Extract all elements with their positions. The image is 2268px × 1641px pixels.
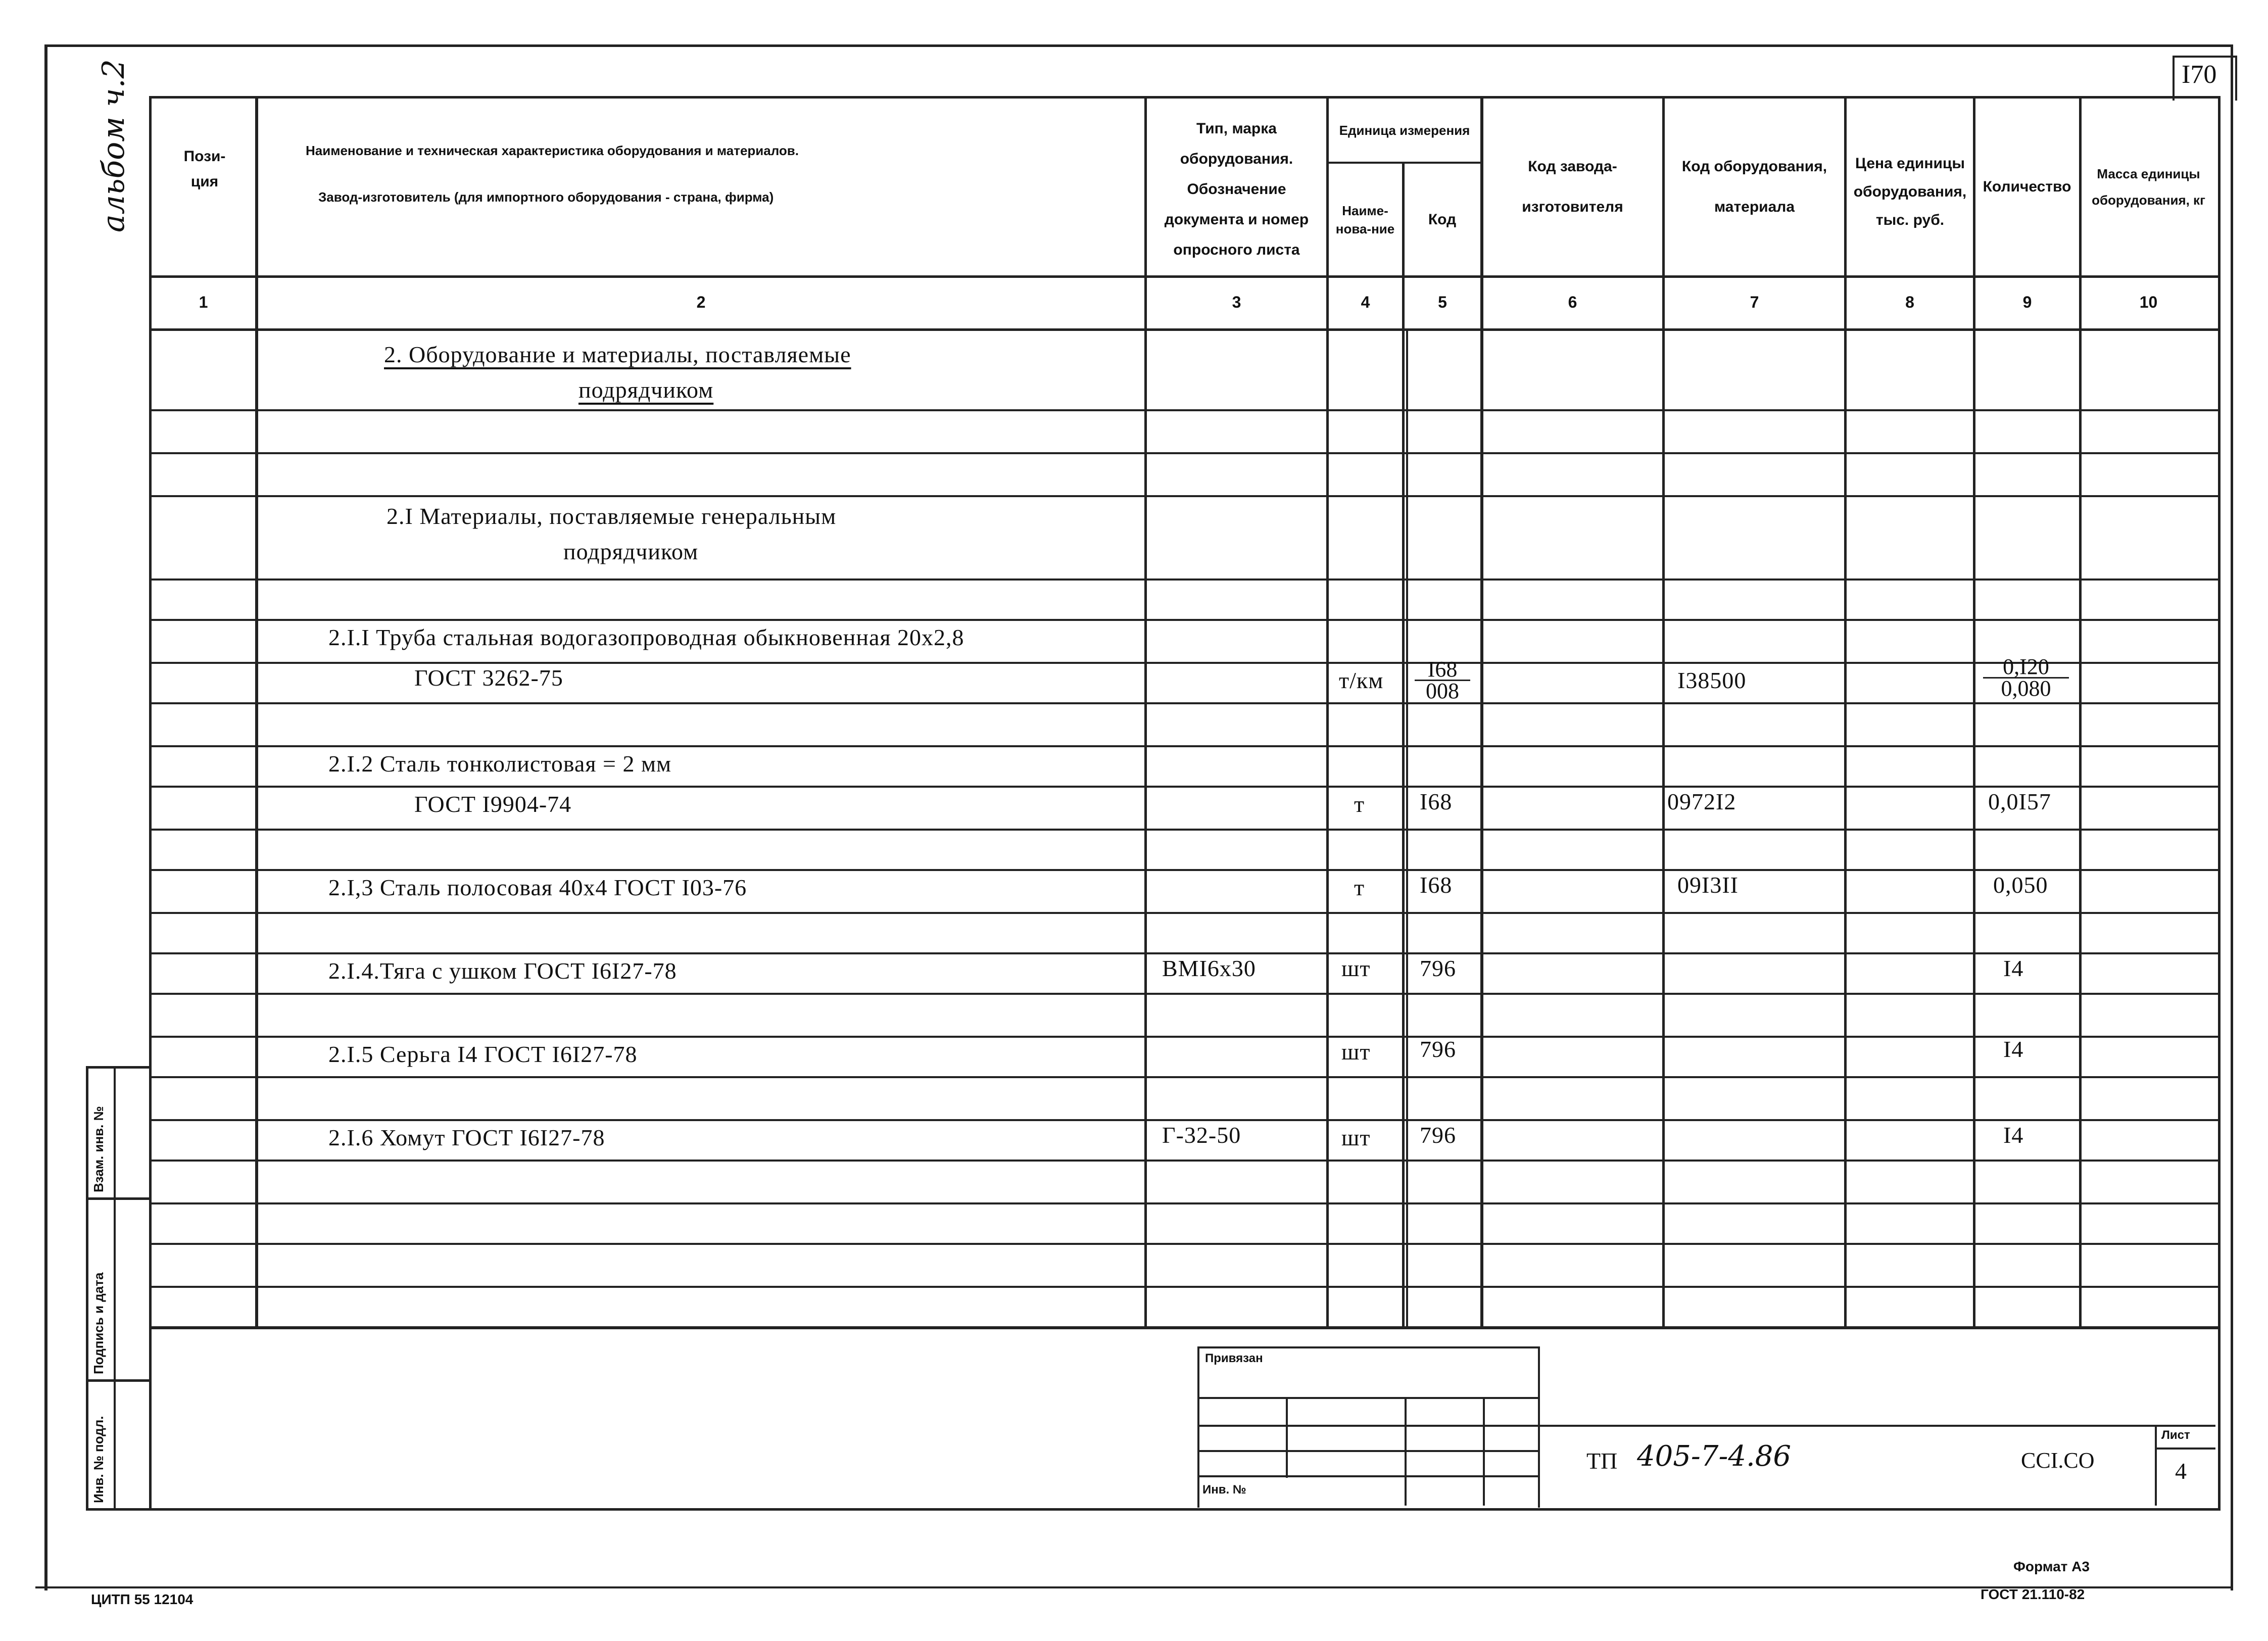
col-line-6 (1662, 96, 1665, 1329)
side-stamp-line (86, 1379, 149, 1382)
table-bottom-line (149, 1326, 2218, 1329)
row-line (149, 452, 2218, 454)
side-stamp-divider (114, 1066, 116, 1508)
side-label-signature: Подпись и дата (91, 1272, 106, 1374)
col-line-1 (255, 96, 258, 1329)
outer-left-line (44, 44, 47, 1590)
outer-bottom-line (35, 1586, 2233, 1588)
tied-stamp-vline (1286, 1397, 1288, 1478)
colnum-1: 1 (199, 293, 208, 311)
item-1-material-code: I38500 (1677, 667, 1747, 693)
title-block-line (1536, 1425, 2215, 1427)
item-6-unit: шт (1341, 1125, 1371, 1150)
row-line (149, 1160, 2218, 1162)
row-line (149, 829, 2218, 831)
row-line (149, 993, 2218, 995)
tied-stamp-vline (1405, 1397, 1407, 1506)
colnum-7: 7 (1750, 293, 1759, 311)
tied-stamp-label: Привязан (1205, 1352, 1263, 1365)
row-line (149, 869, 2218, 871)
row-line (149, 1286, 2218, 1288)
item-4-qty: I4 (2003, 955, 2024, 981)
item-1-qty (1983, 654, 2069, 701)
outer-top-line (45, 44, 2233, 47)
footer-gost: ГОСТ 21.110-82 (1981, 1586, 2085, 1602)
item-2-code: I68 (1420, 789, 1453, 814)
col-line-8 (1973, 96, 1975, 1329)
col-line-3 (1326, 96, 1329, 1329)
tied-stamp-line (1197, 1397, 1538, 1399)
header-position: Пози- ция (183, 148, 226, 190)
section-2-title-line2: подрядчиком (578, 377, 714, 403)
item-3-material-code: 09I3II (1677, 872, 1739, 898)
tied-stamp-line (1197, 1475, 1538, 1477)
colnum-4: 4 (1361, 293, 1370, 311)
row-line (149, 1076, 2218, 1078)
item-2-standard: ГОСТ I9904-74 (414, 791, 572, 817)
side-label-inventory: Инв. № подл. (91, 1416, 106, 1503)
col-line-9 (2079, 96, 2082, 1329)
header-type: Тип, марка оборудования. Обозначение документа и номер опросного листа (1164, 120, 1309, 258)
row-line (149, 1202, 2218, 1204)
unit-split-line (1326, 162, 1480, 164)
colnum-line (149, 328, 2218, 331)
row-line (149, 619, 2218, 621)
item-1-standard: ГОСТ 3262-75 (414, 665, 563, 691)
side-label-replaced: Взам. инв. № (91, 1106, 106, 1192)
outer-right-line (2231, 44, 2233, 1590)
colnum-3: 3 (1232, 293, 1241, 311)
item-1-code (1415, 659, 1470, 701)
item-2-unit: т (1354, 791, 1365, 817)
item-4-type: ВМI6х30 (1162, 955, 1256, 981)
colnum-6: 6 (1568, 293, 1577, 311)
item-1-qty-bottom: 0,080 (2001, 676, 2051, 701)
item-4-unit: шт (1341, 955, 1371, 981)
sheet-number: 4 (2175, 1458, 2187, 1484)
row-line (149, 702, 2218, 704)
col-line-5 (1480, 96, 1483, 1329)
row-line (149, 1243, 2218, 1245)
item-4-name: 2.I.4.Тяга с ушком ГОСТ I6I27-78 (328, 958, 677, 984)
row-line (149, 745, 2218, 747)
tied-stamp-vline (1483, 1397, 1485, 1506)
item-3-qty: 0,050 (1993, 872, 2048, 898)
item-1-code-top: I68 (1415, 659, 1470, 681)
row-line (149, 1036, 2218, 1038)
row-line (149, 662, 2218, 664)
tied-stamp (1197, 1346, 1540, 1508)
row-line (149, 912, 2218, 914)
header-material-code: Код оборудования, материала (1681, 158, 1827, 215)
header-name-line2: Завод-изготовитель (для импортного оборудования - страна, фирма) (318, 189, 774, 205)
col-line-2 (1144, 96, 1147, 1329)
colnum-8: 8 (1905, 293, 1914, 311)
row-line (149, 409, 2218, 411)
section-21-title: 2.I Материалы, поставляемые генеральным (387, 503, 837, 529)
sheet-label: Лист (2161, 1428, 2190, 1442)
item-6-type: Г-32-50 (1162, 1122, 1241, 1148)
page-number: I70 (2182, 60, 2217, 89)
tied-stamp-inv: Инв. № (1202, 1483, 1246, 1497)
header-unit-name: Наиме-нова-ние (1335, 203, 1395, 236)
row-line (149, 952, 2218, 954)
item-6-code: 796 (1420, 1122, 1456, 1148)
row-line (149, 495, 2218, 497)
row-line (149, 578, 2218, 581)
item-5-qty: I4 (2003, 1036, 2024, 1062)
header-unit-code: Код (1428, 211, 1457, 228)
footer-left: ЦИТП 55 12104 (91, 1591, 194, 1607)
tied-stamp-line (1197, 1450, 1538, 1452)
item-2-qty: 0,0I57 (1988, 789, 2051, 814)
item-3-name: 2.I,3 Сталь полосовая 40х4 ГОСТ I03-76 (328, 875, 747, 900)
colnum-10: 10 (2139, 293, 2158, 311)
item-2-name: 2.I.2 Сталь тонколистовая = 2 мм (328, 751, 672, 777)
item-3-unit: т (1354, 875, 1365, 900)
item-6-name: 2.I.6 Хомут ГОСТ I6I27-78 (328, 1125, 605, 1150)
col-line-7 (1844, 96, 1847, 1329)
item-6-qty: I4 (2003, 1122, 2024, 1148)
footer-format: Формат А3 (2013, 1559, 2090, 1574)
item-5-code: 796 (1420, 1036, 1456, 1062)
header-line (149, 275, 2218, 278)
row-line (149, 1119, 2218, 1121)
item-1-code-bottom: 008 (1426, 679, 1459, 703)
colnum-2: 2 (696, 293, 706, 311)
item-1-unit: т/км (1339, 667, 1384, 693)
item-1-qty-top: 0,I20 (1983, 657, 2069, 679)
header-mass: Масса единицы оборудования, кг (2092, 166, 2205, 208)
album-note: альбом ч.2 (96, 59, 131, 232)
header-unit: Единица измерения (1339, 122, 1470, 138)
side-stamp-line (86, 1197, 149, 1200)
section-21-title-line2: подрядчиком (563, 539, 699, 564)
item-3-code: I68 (1420, 872, 1453, 898)
header-name-line1: Наименование и техническая характеристика оборудования и материалов. (306, 143, 799, 158)
header-price: Цена единицы оборудования, тыс. руб. (1853, 155, 1967, 228)
sheet-box-line (2155, 1447, 2215, 1450)
item-5-unit: шт (1341, 1039, 1371, 1065)
colnum-5: 5 (1438, 293, 1447, 311)
title-block-tp: ТП (1586, 1448, 1618, 1474)
section-2-title: 2. Оборудование и материалы, поставляемые (384, 342, 851, 367)
header-quantity: Количество (1983, 178, 2071, 195)
item-1-name: 2.I.I Труба стальная водогазопроводная обыкновенная 20х2,8 (328, 624, 964, 650)
item-4-code: 796 (1420, 955, 1456, 981)
title-block-doc-number: 405-7-4.86 (1637, 1440, 1792, 1473)
header-factory-code: Код завода-изготовителя (1522, 158, 1623, 215)
colnum-9: 9 (2022, 293, 2032, 311)
item-2-material-code: 0972I2 (1667, 789, 1736, 814)
title-block-code: ССI.СО (2021, 1448, 2095, 1473)
item-5-name: 2.I.5 Серьга I4 ГОСТ I6I27-78 (328, 1041, 638, 1067)
row-line (149, 786, 2218, 788)
tied-stamp-line (1197, 1425, 1538, 1427)
